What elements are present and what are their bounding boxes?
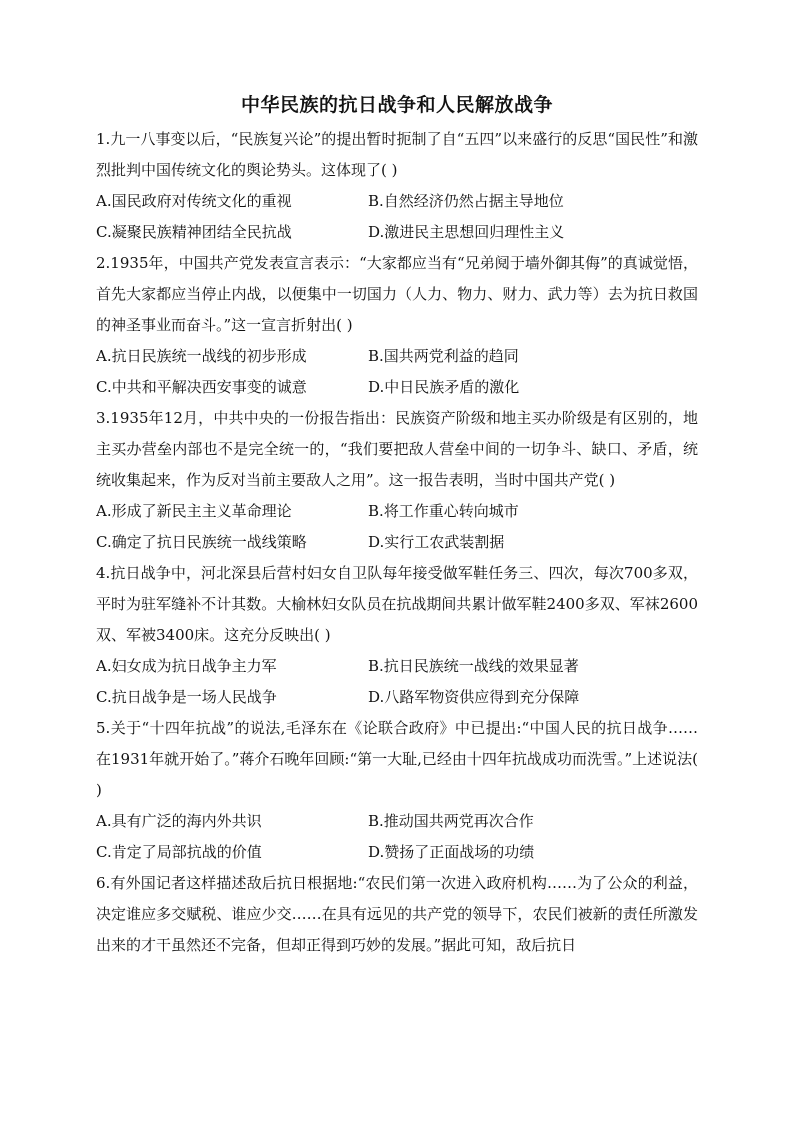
- option-d: D.赞扬了正面战场的功绩: [368, 843, 535, 861]
- question-4: [96, 558, 698, 713]
- option-c: C.确定了抗日民族统一战线策略: [96, 533, 307, 551]
- option-c: C.抗日战争是一场人民战争: [96, 688, 277, 706]
- option-list: [96, 341, 698, 403]
- option-list: [96, 186, 698, 248]
- question-6: [96, 868, 698, 961]
- question-stem: 4.抗日战争中，河北深县后营村妇女自卫队每年接受做军鞋任务三、四次，每次700多双，平时为驻军缝补不计其数。大榆林妇女队员在抗战期间共累计做军鞋2400多双、军袜2600双、军被3400床。这充分反映出( ): [96, 564, 698, 644]
- question-stem: 3.1935年12月，中共中央的一份报告指出：民族资产阶级和地主买办阶级是有区别的，地主买办营垒内部也不是完全统一的，“我们要把敌人营垒中间的一切争斗、缺口、矛盾，统统收集起来，作为反对当前主要敌人之用”。这一报告表明，当时中国共产党( ): [96, 409, 698, 489]
- option-c: C.肯定了局部抗战的价值: [96, 843, 262, 861]
- option-d: D.激进民主思想回归理性主义: [368, 223, 565, 241]
- page-title: 中华民族的抗日战争和人民解放战争: [240, 94, 553, 116]
- question-1: [96, 124, 698, 248]
- question-stem: 6.有外国记者这样描述敌后抗日根据地:“农民们第一次进入政府机构……为了公众的利益，决定谁应多交赋税、谁应少交……在具有远见的共产党的领导下，农民们被新的责任所激发出来的才干虽然还不完备，但却正得到巧妙的发展。”据此可知，敌后抗日: [96, 874, 698, 954]
- option-c: C.凝聚民族精神团结全民抗战: [96, 223, 292, 241]
- option-a: A.形成了新民主主义革命理论: [96, 502, 292, 520]
- option-b: B.自然经济仍然占据主导地位: [368, 192, 564, 210]
- option-list: [96, 496, 698, 558]
- option-b: B.国共两党利益的趋同: [368, 347, 519, 365]
- question-stem: 1.九一八事变以后，“民族复兴论”的提出暂时扼制了自“五四”以来盛行的反思“国民性”和激烈批判中国传统文化的舆论势头。这体现了( ): [96, 130, 698, 179]
- option-a: A.抗日民族统一战线的初步形成: [96, 347, 307, 365]
- question-5: [96, 713, 698, 868]
- option-a: A.妇女成为抗日战争主力军: [96, 657, 277, 675]
- option-b: B.推动国共两党再次合作: [368, 812, 534, 830]
- option-b: B.将工作重心转向城市: [368, 502, 519, 520]
- option-list: [96, 806, 698, 868]
- option-c: C.中共和平解决西安事变的诚意: [96, 378, 307, 396]
- option-b: B.抗日民族统一战线的效果显著: [368, 657, 579, 675]
- option-list: [96, 651, 698, 713]
- option-d: D.中日民族矛盾的激化: [368, 378, 520, 396]
- question-stem: 2.1935年，中国共产党发表宣言表示：“大家都应当有“兄弟阋于墙外御其侮”的真诚觉悟，首先大家都应当停止内战，以便集中一切国力（人力、物力、财力、武力等）去为抗日救国的神圣事业而奋斗。”这一宣言折射出( ): [96, 254, 698, 334]
- option-d: D.八路军物资供应得到充分保障: [368, 688, 580, 706]
- option-a: A.国民政府对传统文化的重视: [96, 192, 292, 210]
- question-2: [96, 248, 698, 403]
- question-3: [96, 403, 698, 558]
- option-a: A.具有广泛的海内外共识: [96, 812, 262, 830]
- question-stem: 5.关于“十四年抗战”的说法,毛泽东在《论联合政府》中已提出:“中国人民的抗日战争……在1931年就开始了。”蒋介石晚年回顾:“第一大耻,已经由十四年抗战成功而洗雪。”上述说法( ): [96, 719, 698, 799]
- option-d: D.实行工农武装割据: [368, 533, 505, 551]
